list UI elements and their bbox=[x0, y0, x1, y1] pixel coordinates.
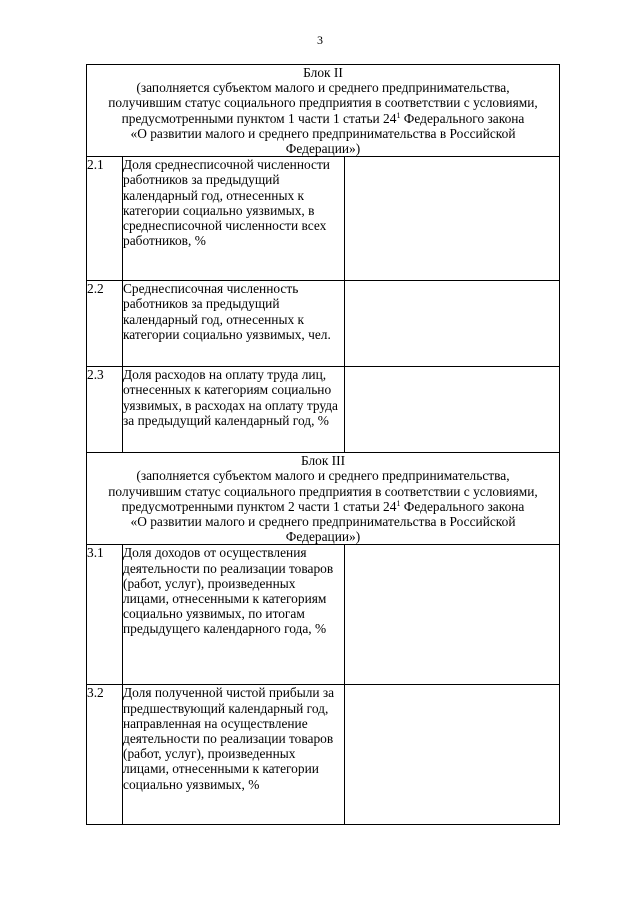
row-label: Доля расходов на оплату труда лиц, отнесенных к категориям социально уязвимых, в расходах на оплату труда за предыдущий календарный год, % bbox=[123, 367, 345, 453]
basis-text: Федерального закона bbox=[400, 110, 525, 126]
row-number: 2.2 bbox=[87, 281, 123, 367]
block-law-line: «О развитии малого и среднего предпринимательства в Российской bbox=[130, 514, 516, 530]
basis-text: предусмотренными пунктом 2 части 1 статьи 24 bbox=[121, 498, 397, 514]
article-superscript: 1 bbox=[396, 498, 401, 508]
row-label: Среднесписочная численность работников за предыдущий календарный год, отнесенных к категории социально уязвимых, чел. bbox=[123, 281, 345, 367]
block-description-line: получившим статус социального предприятия в соответствии с условиями, bbox=[108, 95, 538, 111]
block-header-block-2 bbox=[87, 65, 560, 157]
row-value-field[interactable] bbox=[345, 157, 560, 281]
row-value-field[interactable] bbox=[345, 281, 560, 367]
block-header-row bbox=[87, 65, 560, 157]
block-basis-line bbox=[87, 499, 559, 514]
form-table bbox=[86, 64, 560, 825]
block-law-line: «О развитии малого и среднего предпринимательства в Российской bbox=[130, 125, 516, 141]
row-number: 2.3 bbox=[87, 367, 123, 453]
block-description-line: получившим статус социального предприятия в соответствии с условиями, bbox=[108, 483, 538, 499]
table-row bbox=[87, 157, 560, 281]
row-label: Доля среднесписочной численности работников за предыдущий календарный год, отнесенных к категории социально уязвимых, в среднесписочной численности всех работников, % bbox=[123, 157, 345, 281]
block-basis-line bbox=[87, 111, 559, 126]
table-row bbox=[87, 367, 560, 453]
row-value-field[interactable] bbox=[345, 545, 560, 685]
basis-text: предусмотренными пунктом 1 части 1 статьи 24 bbox=[121, 110, 397, 126]
row-value-field[interactable] bbox=[345, 685, 560, 825]
row-number: 2.1 bbox=[87, 157, 123, 281]
block-description-line: (заполняется субъектом малого и среднего предпринимательства, bbox=[136, 468, 510, 484]
block-header-block-3 bbox=[87, 453, 560, 545]
block-law-line: Федерации») bbox=[285, 529, 361, 545]
table-row bbox=[87, 685, 560, 825]
table-row bbox=[87, 545, 560, 685]
row-number: 3.1 bbox=[87, 545, 123, 685]
row-value-field[interactable] bbox=[345, 367, 560, 453]
row-number: 3.2 bbox=[87, 685, 123, 825]
page-number: 3 bbox=[317, 33, 323, 47]
row-label: Доля доходов от осуществления деятельности по реализации товаров (работ, услуг), произведенных лицами, отнесенными к категориям социально уязвимых, по итогам предыдущего календарного года, % bbox=[123, 545, 345, 685]
block-title: Блок II bbox=[303, 65, 343, 80]
article-superscript: 1 bbox=[396, 110, 401, 120]
block-header-row bbox=[87, 453, 560, 545]
block-title: Блок III bbox=[300, 453, 346, 469]
row-label: Доля полученной чистой прибыли за предшествующий календарный год, направленная на осуществление деятельности по реализации товаров (работ, услуг), произведенных лицами, отнесенными к категории социально уязвимых, % bbox=[123, 685, 345, 825]
table-row bbox=[87, 281, 560, 367]
basis-text: Федерального закона bbox=[400, 498, 525, 514]
block-description-line: (заполняется субъектом малого и среднего предпринимательства, bbox=[136, 80, 510, 96]
block-law-line: Федерации») bbox=[285, 141, 361, 157]
